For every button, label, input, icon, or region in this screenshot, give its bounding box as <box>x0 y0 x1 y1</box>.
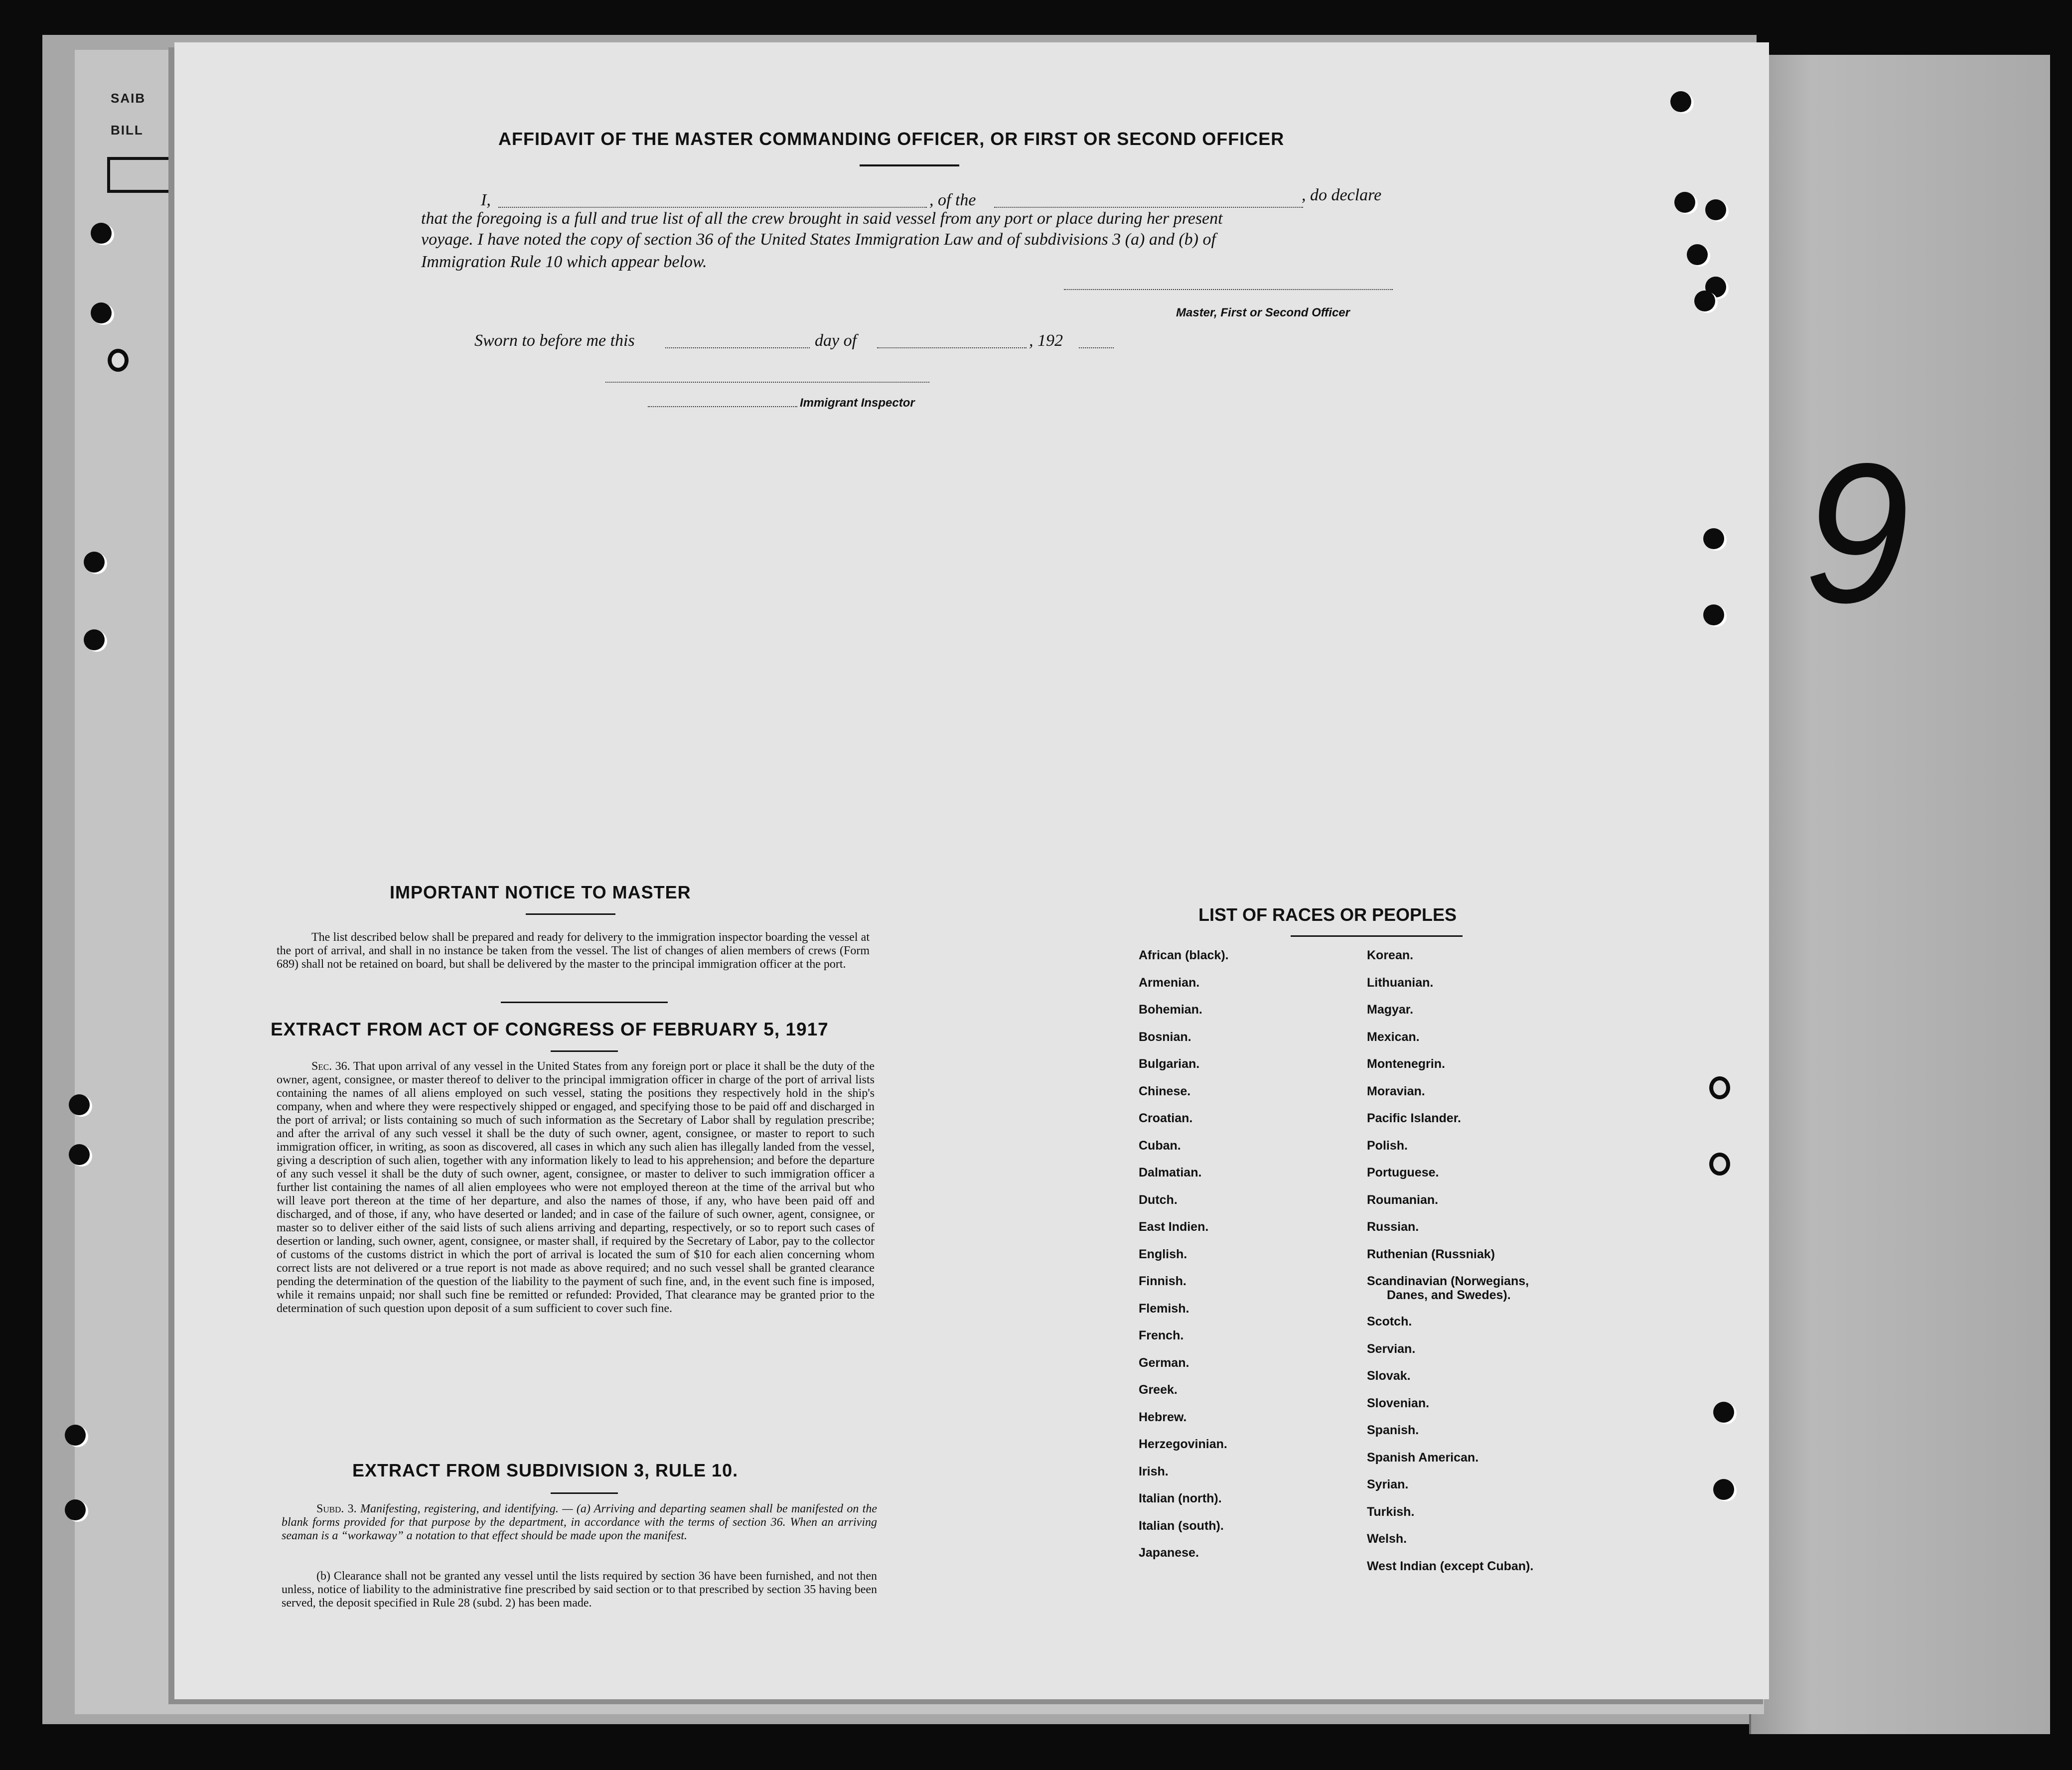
race-item: Slovak. <box>1367 1369 1411 1383</box>
notice-title: IMPORTANT NOTICE TO MASTER <box>390 882 691 902</box>
race-item: Welsh. <box>1367 1532 1407 1546</box>
race-item: Roumanian. <box>1367 1192 1439 1207</box>
race-item: Chinese. <box>1139 1084 1191 1098</box>
race-item-line: Scandinavian (Norwegians, <box>1367 1274 1529 1288</box>
race-item: Pacific Islander. <box>1367 1111 1461 1125</box>
margin-tab <box>107 157 170 193</box>
race-item: Magyar. <box>1367 1003 1414 1017</box>
race-item: Croatian. <box>1139 1111 1193 1125</box>
rule-subdivision-lead: Subd. 3. <box>316 1502 357 1515</box>
race-item <box>1367 1274 1533 1315</box>
title-underline <box>551 1050 618 1052</box>
punch-hole <box>1713 1402 1734 1423</box>
sworn-year: , 192 <box>1029 331 1063 350</box>
margin-label: SAIB <box>111 91 146 106</box>
affidavit-text-line: voyage. I have noted the copy of section 36 of the United States Immigration Law and of subdivisions 3 (a) and (b) of <box>421 230 1216 249</box>
race-item: Moravian. <box>1367 1084 1425 1098</box>
race-item: Italian (south). <box>1139 1518 1224 1533</box>
race-item: Mexican. <box>1367 1030 1420 1044</box>
race-item: Servian. <box>1367 1341 1416 1356</box>
race-item: Korean. <box>1367 948 1414 962</box>
punch-hole <box>91 302 112 323</box>
punch-hole <box>1670 91 1691 112</box>
margin-label: BILL <box>111 123 144 138</box>
race-item: Bulgarian. <box>1139 1057 1200 1071</box>
affidavit-do-declare: , do declare <box>1302 186 1382 204</box>
punch-hole <box>65 1499 86 1520</box>
affidavit-text-line: Immigration Rule 10 which appear below. <box>421 253 707 271</box>
race-item-line: Danes, and Swedes). <box>1387 1288 1511 1302</box>
sworn-day-of: day of <box>815 331 857 350</box>
race-item: Turkish. <box>1367 1504 1415 1519</box>
punch-hole <box>1709 1076 1730 1099</box>
race-item: African (black). <box>1139 948 1229 962</box>
affidavit-of-the: , of the <box>929 191 976 209</box>
race-item: Finnish. <box>1139 1274 1186 1288</box>
margin-labels <box>111 82 146 146</box>
rule-text-b: (b) Clearance shall not be granted any vessel until the lists required by section 36 have been furnished, and not then unless, notice of liability to the administrative fine prescribed by said section or to that prescribed by section 35 having been served, the deposit specified in Rule 28 (subd. 2) has been made. <box>282 1570 877 1610</box>
race-item: Dalmatian. <box>1139 1166 1202 1180</box>
punch-hole <box>1705 199 1726 220</box>
races-left-column <box>1139 948 1229 1573</box>
name-blank <box>498 207 927 208</box>
inspector-line <box>605 382 929 383</box>
signature-caption: Master, First or Second Officer <box>1176 306 1350 319</box>
race-item: Syrian. <box>1367 1477 1409 1491</box>
year-blank <box>1079 347 1114 348</box>
title-underline <box>526 913 615 915</box>
race-item: Flemish. <box>1139 1301 1189 1316</box>
act-title: EXTRACT FROM ACT OF CONGRESS OF FEBRUARY 5, 1917 <box>271 1019 829 1039</box>
race-item: Lithuanian. <box>1367 975 1434 990</box>
day-blank <box>665 347 810 348</box>
race-item: Spanish. <box>1367 1423 1419 1437</box>
race-item: West Indian (except Cuban). <box>1367 1559 1534 1573</box>
race-item: Armenian. <box>1139 975 1200 990</box>
race-item: Spanish American. <box>1367 1450 1479 1465</box>
race-item: Montenegrin. <box>1367 1057 1445 1071</box>
race-item: Hebrew. <box>1139 1410 1187 1424</box>
race-item: Greek. <box>1139 1383 1178 1397</box>
race-item: Irish. <box>1139 1464 1169 1478</box>
race-item: Ruthenian (Russniak) <box>1367 1247 1495 1261</box>
act-section-lead: Sec. 36. <box>311 1060 350 1073</box>
race-item: Dutch. <box>1139 1192 1178 1207</box>
punch-hole <box>65 1425 86 1446</box>
affidavit-i: I, <box>481 191 491 209</box>
rule-title: EXTRACT FROM SUBDIVISION 3, RULE 10. <box>352 1460 739 1480</box>
affidavit-text-line: that the foregoing is a full and true list of all the crew brought in said vessel from any port or place during her present <box>421 209 1223 228</box>
races-right-column <box>1367 948 1533 1586</box>
race-item: Bohemian. <box>1139 1003 1202 1017</box>
affidavit-title: AFFIDAVIT OF THE MASTER COMMANDING OFFICER, OR FIRST OR SECOND OFFICER <box>498 129 1285 149</box>
race-item: Polish. <box>1367 1138 1408 1153</box>
punch-hole <box>1694 291 1715 311</box>
act-text <box>277 1060 875 1316</box>
act-section-text: That upon arrival of any vessel in the United States from any foreign port or place it shall be the duty of the owner, agent, consignee, or master thereof to deliver to the principal immigration officer in charge of the port of arrival lists containing the names of all aliens employed on such vessel, stating the positions they respectively hold in the ship's company, when and where they were respectively shipped or engaged, and specifying those to be paid off and discharged in the port of arrival; or lists containing so much of such information as the Secretary of Labor shall by regulation prescribe; and after the arrival of any such vessel it shall be the duty of such owner, agent, consignee, or master to report to such immigration officer, in writing, as soon as discovered, all cases in which any such alien has illegally landed from the vessel, giving a description of such alien, together with any information likely to lead to his apprehension; and before the departure of any such vessel it shall be the duty of such owner, agent, consignee, or master to deliver to such immigration officer a further list containing the names of all alien employees who were not employed thereon at the time of the arrival but who will leave port thereon at the time of her departure, and also the names of those, if any, who have been paid off and discharged, and of those, if any, who have deserted or landed; and in case of the failure of such owner, agent, consignee, or master so to deliver either of the said lists of such aliens arriving and departing, respectively, or so to report such cases of desertion or landing, such owner, agent, consignee, or master shall, if required by the Secretary of Labor, pay to the collector of customs of the customs district in which the port of arrival is located the sum of $10 for each alien concerning whom correct lists are not delivered or a true report is not made as above required; and no such vessel shall be granted clearance pending the determination of the question of the liability to the payment of such fine, and, in the event such fine is imposed, while it remains unpaid; nor shall such fine be remitted or refunded: Provided, That clearance may be granted prior to the determination of such question upon deposit of a sum sufficient to cover such fine. <box>277 1060 875 1315</box>
race-item: French. <box>1139 1328 1184 1342</box>
race-item: Slovenian. <box>1367 1396 1430 1410</box>
punch-hole <box>84 552 105 573</box>
race-item: Russian. <box>1367 1220 1419 1234</box>
punch-hole <box>1713 1479 1734 1500</box>
punch-hole <box>1687 244 1708 265</box>
punch-hole <box>69 1144 90 1165</box>
race-item: East Indien. <box>1139 1220 1209 1234</box>
race-item: German. <box>1139 1355 1189 1370</box>
section-divider <box>501 1002 668 1003</box>
race-item: Herzegovinian. <box>1139 1437 1227 1451</box>
inspector-caption: Immigrant Inspector <box>800 396 915 410</box>
race-item: Cuban. <box>1139 1138 1181 1153</box>
punch-hole <box>84 629 105 650</box>
punch-hole <box>1703 604 1724 625</box>
race-item: Scotch. <box>1367 1315 1412 1328</box>
punch-hole <box>1703 528 1724 549</box>
rule-subdivision-a: Manifesting, registering, and identifying. — (a) Arriving and departing seamen shall be manifested on the blank forms provided for that purpose by the department, in accordance with the terms of section 36. When an arriving seaman is a “workaway” a notation to that effect should be made upon the manifest. <box>282 1502 878 1542</box>
race-item: Italian (north). <box>1139 1491 1222 1505</box>
signature-line <box>1064 289 1393 290</box>
back-page-right <box>1749 55 2050 1734</box>
title-underline <box>860 164 959 166</box>
handwritten-page-number: 9 <box>1804 422 1910 644</box>
races-title: LIST OF RACES OR PEOPLES <box>1198 904 1457 925</box>
notice-text: The list described below shall be prepared and ready for delivery to the immigration inspector boarding the vessel at the port of arrival, and shall in no instance be taken from the vessel. The list of changes of alien members of crews (Form 689) shall not be retained on board, but shall be delivered by the master to the principal immigration officer at the port. <box>277 931 870 971</box>
race-item: Japanese. <box>1139 1546 1199 1560</box>
inspector-line <box>648 406 797 407</box>
month-blank <box>877 347 1027 348</box>
race-item: Portuguese. <box>1367 1166 1439 1180</box>
punch-hole <box>108 349 129 372</box>
punch-hole <box>91 223 112 244</box>
race-item: English. <box>1139 1247 1187 1261</box>
title-underline <box>1291 935 1463 937</box>
race-item: Bosnian. <box>1139 1030 1191 1044</box>
punch-hole <box>69 1094 90 1115</box>
punch-hole <box>1709 1153 1730 1176</box>
sworn-text: Sworn to before me this <box>474 331 635 350</box>
punch-hole <box>1674 192 1695 213</box>
title-underline <box>551 1492 618 1494</box>
vessel-blank <box>994 207 1303 208</box>
rule-text-a <box>282 1502 877 1543</box>
